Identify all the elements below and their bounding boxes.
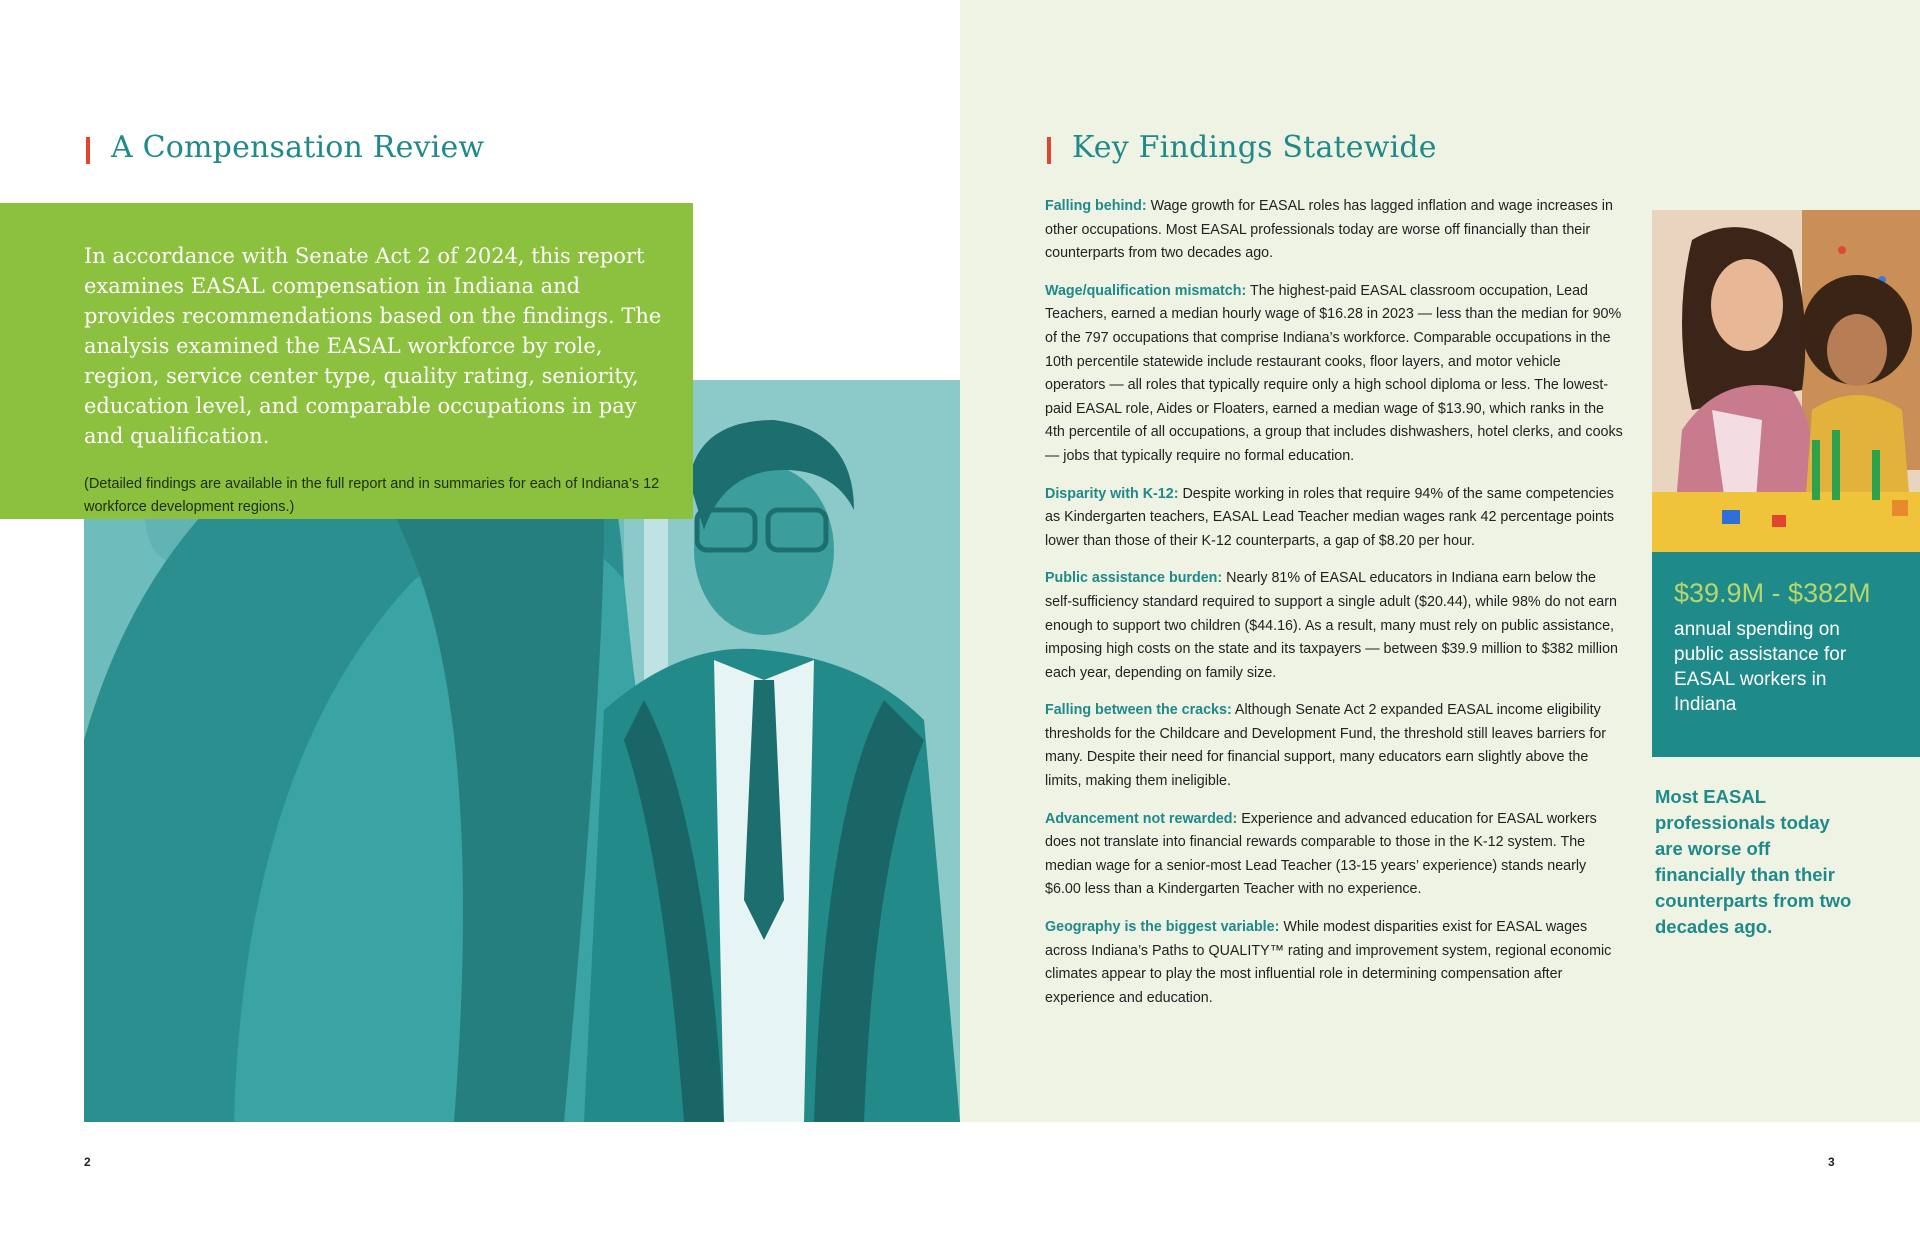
finding-lead: Geography is the biggest variable: <box>1045 919 1280 936</box>
finding-text: Experience and advanced education for EASAL workers does not translate into financial rewards comparable to those in the K-12 system. The median wage for a senior-most Lead Teacher (13-15 years’ experience) stands nearly $6.00 less than a Kindergarten Teacher with no experience. <box>1045 810 1597 898</box>
pull-quote: Most EASAL professionals today are worse off financially than their counterparts from two decades ago. <box>1655 786 1852 937</box>
finding-lead: Disparity with K-12: <box>1045 485 1179 502</box>
finding-item <box>1045 567 1625 685</box>
stat-value: $39.9M - $382M <box>1674 578 1871 608</box>
left-page-title: A Compensation Review <box>111 130 485 165</box>
page-number-right: 3 <box>1828 1155 1835 1169</box>
right-page-title: Key Findings Statewide <box>1072 130 1437 165</box>
finding-lead: Wage/qualification mismatch: <box>1045 282 1247 299</box>
stat-label: annual spending on public assistance for EASAL workers in Indiana <box>1674 619 1847 715</box>
teacher-child-illustration <box>1652 210 1920 552</box>
intro-callout-box <box>0 203 693 519</box>
key-findings-list <box>1045 195 1625 1024</box>
finding-lead: Public assistance burden: <box>1045 570 1223 587</box>
finding-item <box>1045 195 1625 266</box>
finding-text: Although Senate Act 2 expanded EASAL income eligibility thresholds for the Childcare and Development Fund, the threshold still leaves barriers for many. Despite their need for financial support, many educators earn slightly above the limits, making them ineligible. <box>1045 702 1607 790</box>
left-title-accent-bar <box>86 137 90 164</box>
intro-note: (Detailed findings are available in the full report and in summaries for each of Indiana’s 12 workforce development regions.) <box>84 476 660 515</box>
right-title-accent-bar <box>1047 137 1051 164</box>
finding-item <box>1045 916 1625 1010</box>
page-number-left: 2 <box>84 1155 91 1169</box>
finding-lead: Falling behind: <box>1045 198 1147 214</box>
finding-item <box>1045 483 1625 554</box>
stat-callout-box <box>1652 552 1920 757</box>
finding-item <box>1045 699 1625 793</box>
finding-text: Wage growth for EASAL roles has lagged inflation and wage increases in other occupations. Most EASAL professionals today are worse off financially than their counterparts from two decades ago. <box>1045 198 1613 262</box>
finding-text: Despite working in roles that require 94% of the same competencies as Kindergarten teachers, EASAL Lead Teacher median wages rank 42 percentage points lower than those of their K-12 counterparts, a gap of $8.20 per hour. <box>1045 485 1615 549</box>
finding-item <box>1045 280 1625 469</box>
finding-text: The highest-paid EASAL classroom occupation, Lead Teachers, earned a median hourly wage of $16.28 in 2023 — less than the median for 90% of the 797 occupations that comprise Indiana’s workforce. Comparable occupations in the 10th percentile statewide include restaurant cooks, floor layers, and motor vehicle operators — all roles that typically require only a high school diploma or less. The lowest-paid EASAL role, Aides or Floaters, earned a median wage of $13.90, which ranks in the 4th percentile of all occupations, a group that includes dishwashers, hotel clerks, and cooks — jobs that typically require no formal education. <box>1045 282 1623 464</box>
teacher-child-photo <box>1652 210 1920 552</box>
finding-lead: Advancement not rewarded: <box>1045 810 1238 827</box>
finding-text: While modest disparities exist for EASAL wages across Indiana’s Paths to QUALITY™ rating and improvement system, regional economic climates appear to play the most influential role in determining compensation after experience and education. <box>1045 919 1612 1006</box>
finding-item <box>1045 808 1625 902</box>
intro-text: In accordance with Senate Act 2 of 2024, this report examines EASAL compensation in Indiana and provides recommendations based on the findings. The analysis examined the EASAL workforce by role, region, service center type, quality rating, seniority, education level, and comparable occupations in pay and qualification. <box>84 244 662 448</box>
finding-text: Nearly 81% of EASAL educators in Indiana earn below the self-sufficiency standard required to support a single adult ($20.44), while 98% do not earn enough to support two children ($44.16). As a result, many must rely on public assistance, imposing high costs on the state and its taxpayers — between $39.9 million to $382 million each year, depending on family size. <box>1045 570 1618 681</box>
finding-lead: Falling between the cracks: <box>1045 702 1232 719</box>
